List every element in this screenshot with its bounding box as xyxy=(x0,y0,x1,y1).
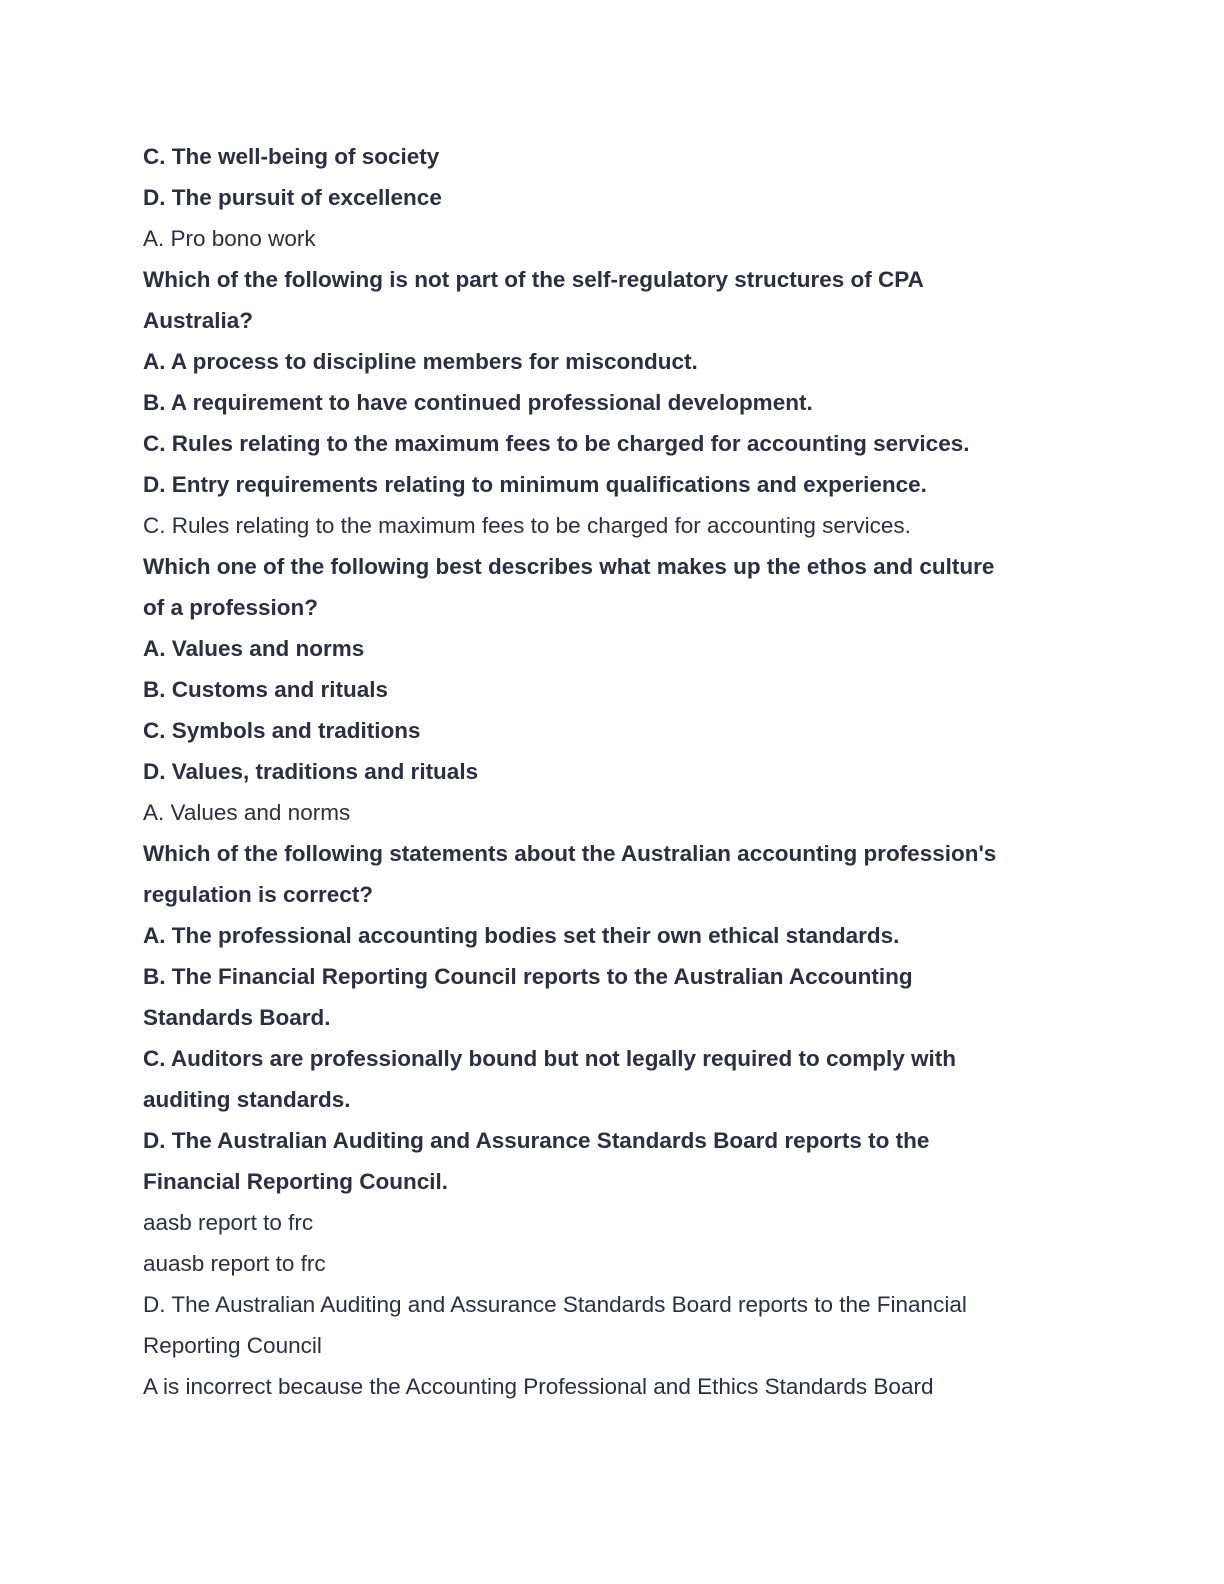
correct-answer-line: A. Pro bono work xyxy=(143,226,316,251)
note-line: auasb report to frc xyxy=(143,1251,326,1276)
question-line: Which of the following is not part of the self-regulatory structures of CPA xyxy=(143,267,924,292)
question-line: Which one of the following best describes what makes up the ethos and culture xyxy=(143,554,995,579)
answer-option-line: D. Entry requirements relating to minimum qualifications and experience. xyxy=(143,472,927,497)
answer-option-line: C. Symbols and traditions xyxy=(143,718,421,743)
answer-option-line: D. Values, traditions and rituals xyxy=(143,759,479,784)
answer-option-line: A. The professional accounting bodies set their own ethical standards. xyxy=(143,923,900,948)
question-line: Which of the following statements about the Australian accounting profession's xyxy=(143,841,997,866)
correct-answer-line: A. Values and norms xyxy=(143,800,351,825)
answer-option-line: C. Rules relating to the maximum fees to be charged for accounting services. xyxy=(143,431,970,456)
note-line: aasb report to frc xyxy=(143,1210,314,1235)
answer-option-line: Standards Board. xyxy=(143,1005,331,1030)
correct-answer-line: C. Rules relating to the maximum fees to be charged for accounting services. xyxy=(143,513,911,538)
question-line: of a profession? xyxy=(143,595,319,620)
correct-answer-line: D. The Australian Auditing and Assurance Standards Board reports to the Financial xyxy=(143,1292,967,1317)
answer-option-line: A. A process to discipline members for misconduct. xyxy=(143,349,698,374)
answer-option-line: B. A requirement to have continued professional development. xyxy=(143,390,813,415)
answer-option-line: D. The Australian Auditing and Assurance Standards Board reports to the xyxy=(143,1128,930,1153)
answer-option-line: C. The well-being of society xyxy=(143,144,440,169)
explanation-line: A is incorrect because the Accounting Professional and Ethics Standards Board xyxy=(143,1374,934,1399)
answer-option-line: A. Values and norms xyxy=(143,636,365,661)
answer-option-line: B. The Financial Reporting Council reports to the Australian Accounting xyxy=(143,964,913,989)
answer-option-line: C. Auditors are professionally bound but not legally required to comply with xyxy=(143,1046,956,1071)
answer-option-line: Financial Reporting Council. xyxy=(143,1169,449,1194)
question-line: regulation is correct? xyxy=(143,882,374,907)
document-content xyxy=(143,136,1083,1407)
answer-option-line: auditing standards. xyxy=(143,1087,351,1112)
answer-option-line: B. Customs and rituals xyxy=(143,677,389,702)
correct-answer-line: Reporting Council xyxy=(143,1333,322,1358)
question-line: Australia? xyxy=(143,308,254,333)
answer-option-line: D. The pursuit of excellence xyxy=(143,185,442,210)
